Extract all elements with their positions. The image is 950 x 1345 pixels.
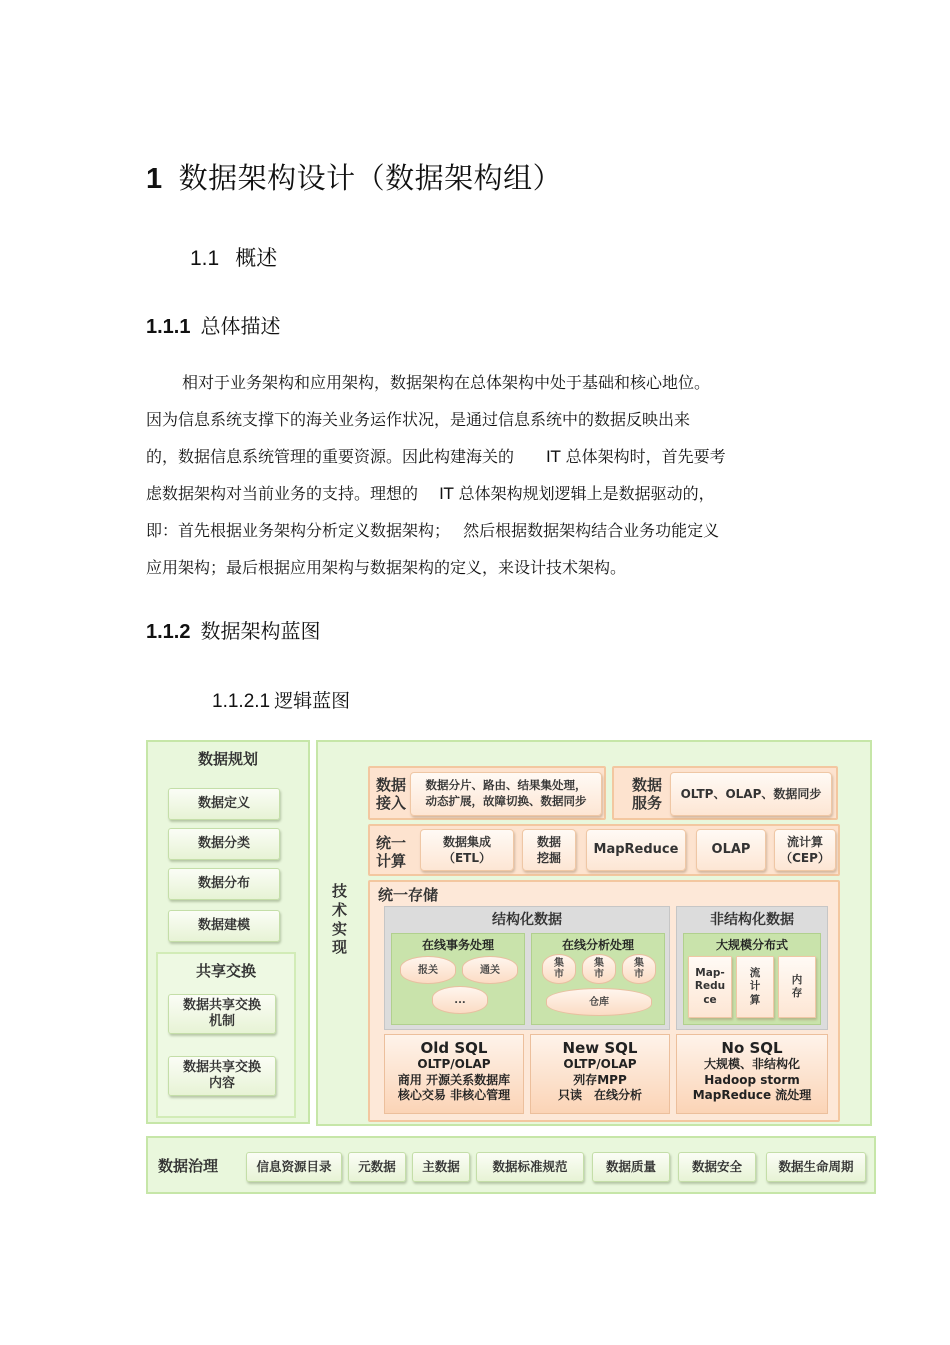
no-sql-line: 大规模、非结构化 [703, 1057, 800, 1071]
paragraph-line: 即：首先根据业务架构分析定义数据架构； 然后根据数据架构结合业务功能定义 [146, 521, 720, 540]
sharing-title: 共享交换 [195, 962, 256, 980]
planning-item-data-classification: 数据分类 [168, 828, 280, 860]
db-cylinder-customs-declaration: 报关 [400, 956, 456, 984]
distributed-title: 大规模分布式 [715, 938, 788, 952]
oltp-panel [391, 933, 525, 1025]
unified-compute-label: 统一 计算 [376, 834, 407, 870]
data-mart-cylinder: 集 市 [542, 954, 576, 984]
old-sql-title: Old SQL [420, 1039, 488, 1057]
new-sql-line: 只读 在线分析 [557, 1088, 642, 1103]
planning-panel [146, 740, 310, 1124]
planning-title: 数据规划 [197, 750, 258, 768]
governance-item-metadata: 元数据 [348, 1152, 406, 1182]
no-sql-line: Hadoop storm [704, 1072, 800, 1087]
unstructured-data-panel [676, 906, 828, 1030]
data-access-label: 数据 接入 [376, 776, 407, 812]
data-service-panel [612, 766, 838, 820]
chapter-heading [146, 156, 562, 197]
paragraph-line: 应用架构；最后根据应用架构与数据架构的定义，来设计技术架构。 [146, 558, 627, 577]
unified-compute-panel [368, 824, 840, 876]
section-title: 概述 [235, 246, 278, 270]
distributed-panel [683, 933, 821, 1025]
unified-storage-panel [368, 880, 840, 1122]
subsection-number: 1.1.1 [146, 316, 191, 338]
governance-panel [146, 1136, 876, 1194]
chapter-number: 1 [146, 163, 163, 195]
no-sql-line: MapReduce 流处理 [692, 1088, 812, 1103]
section-heading [190, 242, 277, 272]
governance-item-lifecycle: 数据生命周期 [766, 1152, 866, 1182]
subsubsection-title: 逻辑蓝图 [274, 690, 351, 712]
subsubsection-heading-logic [212, 686, 350, 713]
planning-item-data-modeling: 数据建模 [168, 910, 280, 942]
oltp-title: 在线事务处理 [421, 938, 494, 952]
data-access-panel [368, 766, 606, 820]
subsection-title: 总体描述 [200, 314, 281, 338]
olap-title: 在线分析处理 [561, 938, 634, 952]
dist-item-memory: 内 存 [778, 956, 816, 1018]
compute-item-olap: OLAP [696, 829, 766, 871]
unified-storage-title: 统一存储 [378, 886, 439, 904]
data-access-content: 数据分片、路由、结果集处理， 动态扩展，故障切换、数据同步 [410, 772, 602, 816]
planning-item-data-distribution: 数据分布 [168, 868, 280, 900]
governance-item-quality: 数据质量 [592, 1152, 670, 1182]
old-sql-box [384, 1034, 524, 1114]
old-sql-line: OLTP/OLAP [417, 1057, 491, 1071]
no-sql-title: No SQL [721, 1039, 783, 1057]
sharing-panel [156, 952, 296, 1118]
governance-item-security: 数据安全 [678, 1152, 756, 1182]
data-service-label: 数据 服务 [632, 776, 663, 812]
governance-item-master-data: 主数据 [412, 1152, 470, 1182]
compute-item-cep: 流计算 （CEP） [774, 829, 836, 871]
new-sql-box [530, 1034, 670, 1114]
paragraph-line: 虑数据架构对当前业务的支持。理想的 IT 总体架构规划逻辑上是数据驱动的， [146, 484, 715, 503]
subsection-heading-blueprint [146, 615, 320, 644]
unstructured-data-title: 非结构化数据 [710, 912, 794, 928]
structured-data-title: 结构化数据 [492, 912, 562, 928]
db-cylinder-clearance: 通关 [462, 956, 518, 984]
governance-item-resource-catalog: 信息资源目录 [246, 1152, 342, 1182]
governance-item-standards: 数据标准规范 [476, 1152, 584, 1182]
data-mart-cylinder: 集 市 [582, 954, 616, 984]
paragraph-line: 相对于业务架构和应用架构，数据架构在总体架构中处于基础和核心地位。 [182, 373, 711, 392]
data-service-content: OLTP、OLAP、数据同步 [670, 772, 832, 816]
tech-implementation-label: 技 术 实 现 [332, 882, 348, 957]
subsection-title: 数据架构蓝图 [200, 619, 321, 643]
tech-implementation-panel [316, 740, 872, 1126]
new-sql-line: OLTP/OLAP [563, 1057, 637, 1071]
section-number: 1.1 [190, 247, 220, 270]
old-sql-line: 核心交易 非核心管理 [397, 1088, 511, 1103]
compute-item-etl: 数据集成 （ETL） [420, 829, 514, 871]
compute-item-mapreduce: MapReduce [586, 829, 686, 871]
olap-panel [531, 933, 665, 1025]
sharing-item-content: 数据共享交换 内容 [168, 1056, 276, 1096]
data-warehouse-cylinder: 仓库 [546, 988, 652, 1016]
planning-item-data-definition: 数据定义 [168, 788, 280, 820]
structured-data-panel [384, 906, 670, 1030]
new-sql-line: 列存MPP [573, 1072, 627, 1087]
data-mart-cylinder: 集 市 [622, 954, 656, 984]
new-sql-title: New SQL [562, 1039, 638, 1057]
paragraph-line: 因为信息系统支撑下的海关业务运作状况，是通过信息系统中的数据反映出来 [146, 410, 691, 429]
old-sql-line: 商用 开源关系数据库 [397, 1072, 511, 1087]
compute-item-mining: 数据 挖掘 [522, 829, 576, 871]
sharing-item-mechanism: 数据共享交换 机制 [168, 994, 276, 1034]
data-architecture-diagram [146, 740, 878, 1200]
dist-item-stream: 流 计 算 [736, 956, 774, 1018]
paragraph-line: 的，数据信息系统管理的重要资源。因此构建海关的 IT 总体架构时，首先要考 [146, 447, 726, 466]
governance-label: 数据治理 [158, 1157, 219, 1175]
subsubsection-number: 1.1.2.1 [212, 691, 271, 712]
db-cylinder-more: ... [432, 986, 488, 1014]
dist-item-mapreduce: Map- Redu ce [688, 956, 732, 1018]
subsection-number: 1.1.2 [146, 621, 191, 643]
subsection-heading-overview [146, 310, 280, 339]
no-sql-box [676, 1034, 828, 1114]
chapter-title: 数据架构设计（数据架构组） [178, 161, 563, 195]
